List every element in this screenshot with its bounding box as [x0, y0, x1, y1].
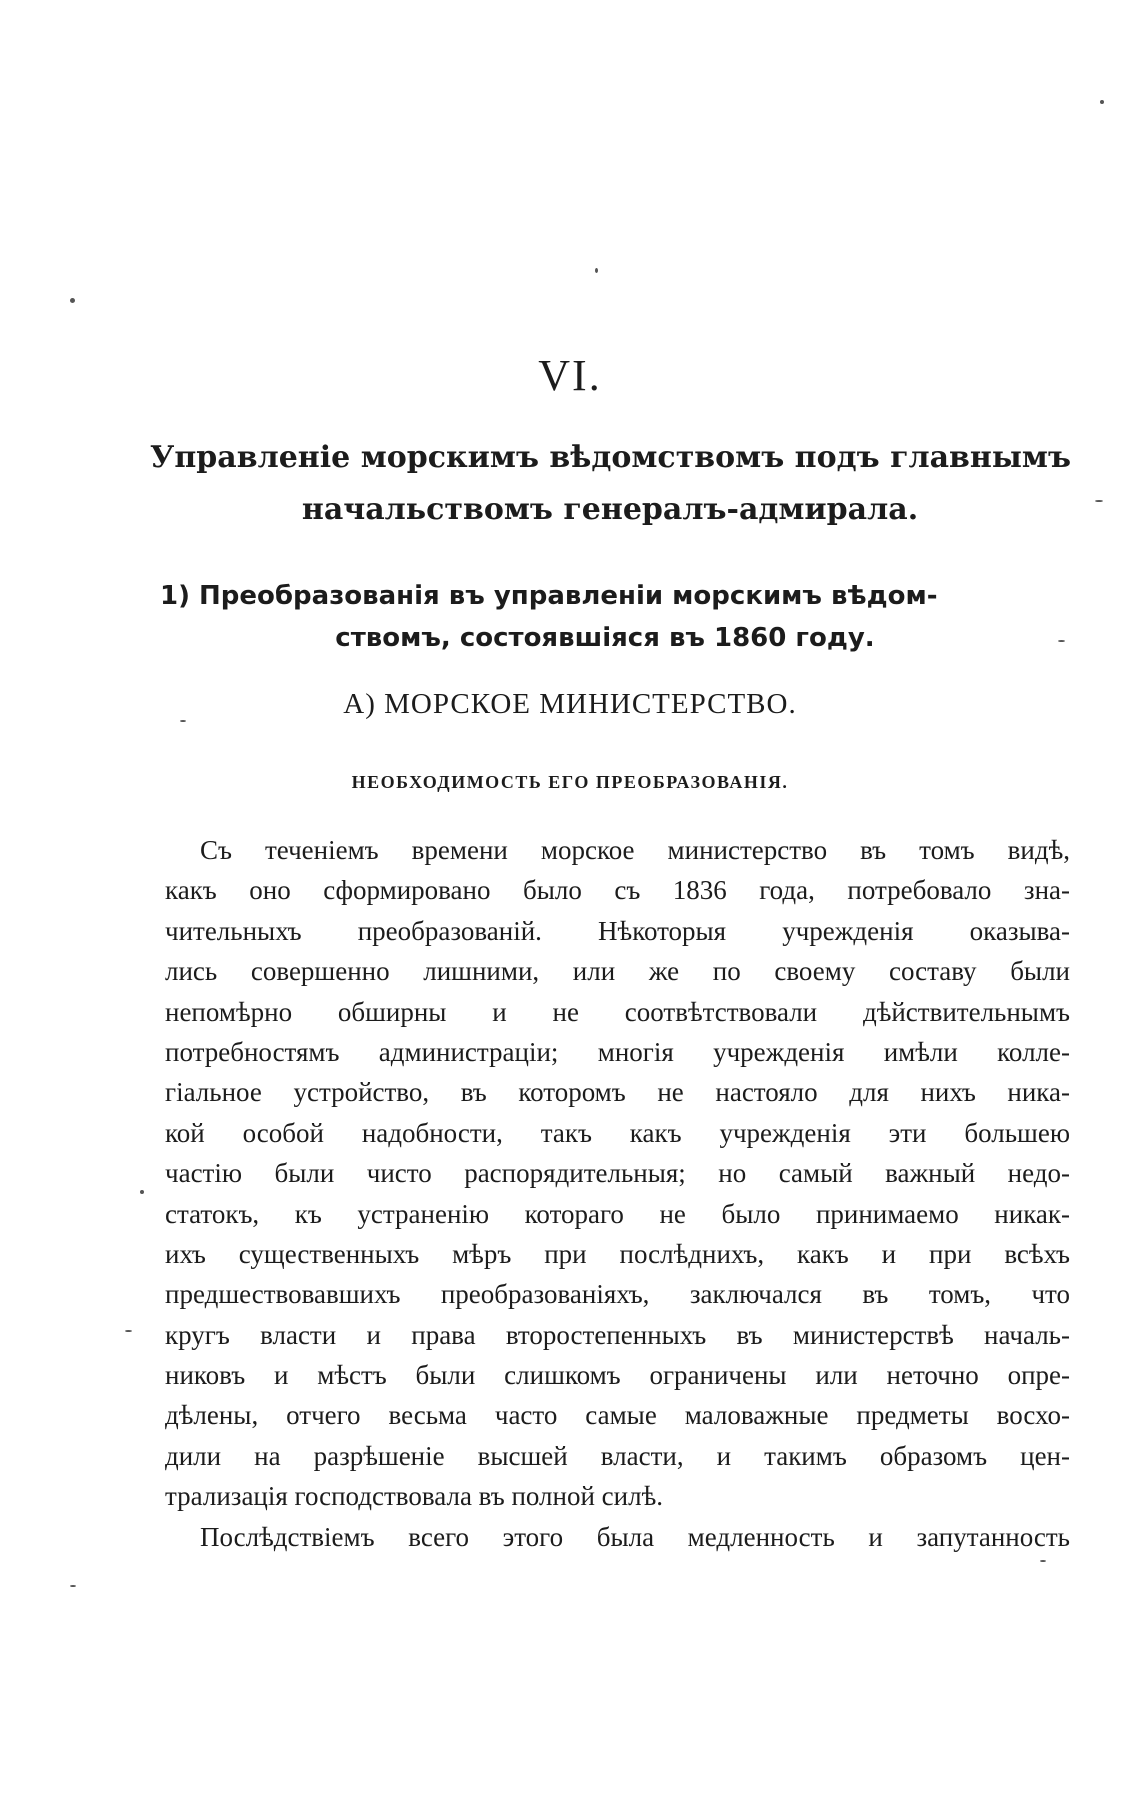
section-title-line: ствомъ, состоявшіяся въ 1860 году. — [335, 623, 875, 653]
body-line: никовъ и мѣстъ были слишкомъ ограничены или неточно опре- — [165, 1360, 1070, 1391]
body-paragraphs — [165, 830, 1070, 1557]
body-line: дѣлены, отчего весьма часто самые маловажные предметы восхо- — [165, 1400, 1070, 1431]
body-line: лись совершенно лишними, или же по своему составу были — [165, 956, 1070, 987]
body-line: Съ теченіемъ времени морское министерство въ томъ видѣ, — [200, 835, 1070, 865]
body-line: ихъ существенныхъ мѣръ при послѣднихъ, какъ и при всѣхъ — [165, 1238, 1070, 1269]
chapter-title-line: начальствомъ генералъ-адмирала. — [301, 492, 919, 527]
body-line: трализація господствовала въ полной силѣ. — [165, 1481, 663, 1512]
section-title — [150, 575, 1070, 659]
scan-speck — [1040, 1560, 1046, 1562]
body-line: чительныхъ преобразованій. Нѣкоторыя учрежденія оказыва- — [165, 915, 1070, 946]
chapter-title-line: Управленіе морскимъ вѣдомствомъ подъ главнымъ — [150, 440, 1072, 475]
scan-speck — [1058, 640, 1065, 642]
body-line: дили на разрѣшеніе высшей власти, и такимъ образомъ цен- — [165, 1440, 1070, 1471]
body-line: частію были чисто распорядительныя; но самый важный недо- — [165, 1158, 1070, 1189]
body-line: Послѣдствіемъ всего этого была медленность и запутанность — [200, 1521, 1070, 1552]
body-line: непомѣрно обширны и не соотвѣтствовали дѣйствительнымъ — [165, 996, 1070, 1027]
body-line: потребностямъ администраціи; многія учрежденія имѣли колле- — [165, 1036, 1070, 1067]
section-title-line: 1) Преобразованія въ управленіи морскимъ вѣдом- — [160, 581, 938, 611]
body-line: какъ оно сформировано было съ 1836 года, потребовало зна- — [165, 875, 1070, 906]
scan-speck — [70, 1585, 76, 1587]
chapter-number: VI. — [538, 351, 602, 400]
scan-speck — [70, 298, 75, 303]
scan-speck — [595, 268, 598, 273]
subsection-heading: НЕОБХОДИМОСТЬ ЕГО ПРЕОБРАЗОВАНІЯ. — [351, 772, 789, 792]
chapter-title — [150, 432, 1070, 536]
subsection-title: А) МОРСКОЕ МИНИСТЕРСТВО. — [343, 688, 797, 720]
scan-speck — [140, 1190, 144, 1194]
body-line: предшествовавшихъ преобразованіяхъ, заключался въ томъ, что — [165, 1279, 1070, 1310]
body-line: статокъ, къ устраненію котораго не было принимаемо никак- — [165, 1198, 1070, 1229]
scan-speck — [180, 720, 186, 722]
scan-speck — [1100, 100, 1104, 104]
scan-speck — [125, 1330, 132, 1332]
scan-speck — [1095, 500, 1103, 502]
body-line: гіальное устройство, въ которомъ не настояло для нихъ ника- — [165, 1077, 1070, 1108]
body-line: кой особой надобности, такъ какъ учрежденія эти большею — [165, 1117, 1070, 1148]
body-line: кругъ власти и права второстепенныхъ въ министерствѣ началь- — [165, 1319, 1070, 1350]
